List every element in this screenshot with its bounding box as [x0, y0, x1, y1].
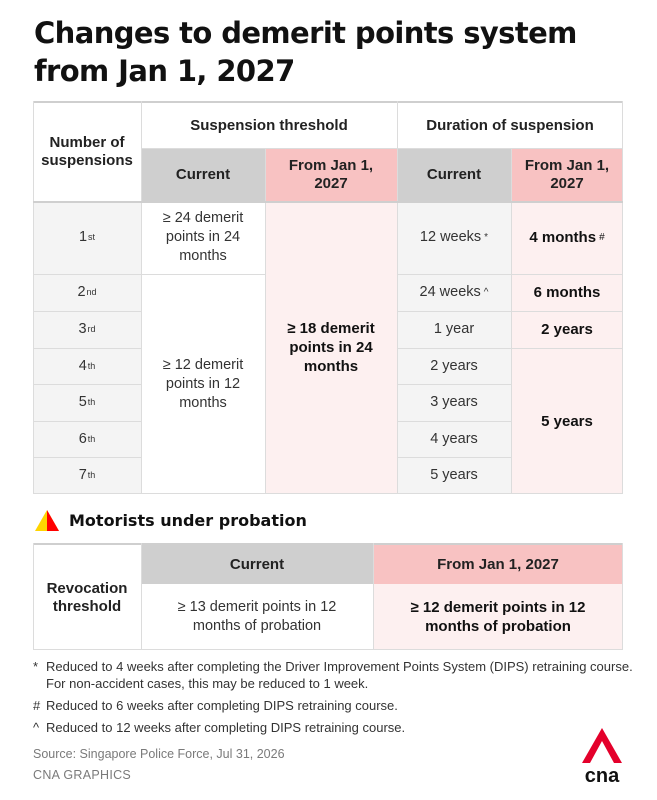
logo-text: cna [584, 765, 620, 785]
probation-table [33, 543, 623, 650]
duration-current-7th: 5 years [397, 457, 511, 494]
row-number-7: 7 th [33, 457, 141, 494]
revocation-threshold-label: Revocation threshold [33, 545, 141, 650]
header-threshold-from-2027: From Jan 1, 2027 [265, 148, 397, 201]
footnotes [33, 658, 633, 741]
threshold-current-2nd-7th: ≥ 12 demerit points in 12 months [141, 274, 265, 494]
title-line-2: from Jan 1, 2027 [34, 54, 295, 88]
footnote-asterisk: * Reduced to 4 weeks after completing the Driver Improvement Points System (DIPS) retraining course. For non-accident cases, this may be reduced to 1 week. [33, 659, 633, 691]
header-duration-current: Current [397, 148, 511, 201]
duration-current-5th: 3 years [397, 384, 511, 421]
probation-current-value: ≥ 13 demerit points in 12 months of probation [141, 584, 373, 650]
header-duration-of-suspension: Duration of suspension [397, 103, 623, 148]
footnote-hash: # Reduced to 6 weeks after completing DIPS retraining course. [33, 698, 398, 713]
row-number-4: 4 th [33, 348, 141, 384]
duration-current-2nd: 24 weeks ^ [397, 274, 511, 311]
row-number-6: 6 th [33, 421, 141, 457]
duration-current-3rd: 1 year [397, 311, 511, 348]
probation-header-from-2027: From Jan 1, 2027 [373, 545, 623, 584]
duration-current-4th: 2 years [397, 348, 511, 384]
probation-new-value: ≥ 12 demerit points in 12 months of probation [373, 584, 623, 650]
duration-new-3rd: 2 years [511, 311, 623, 348]
header-threshold-current: Current [141, 148, 265, 201]
duration-current-6th: 4 years [397, 421, 511, 457]
duration-new-4th-7th: 5 years [511, 348, 623, 494]
probation-header-current: Current [141, 545, 373, 584]
duration-current-1st: 12 weeks * [397, 201, 511, 274]
demerit-table [33, 101, 623, 494]
duration-new-1st: 4 months # [511, 201, 623, 274]
page-title [34, 14, 634, 90]
row-number-2: 2 nd [33, 274, 141, 311]
credit-line: CNA GRAPHICS [33, 768, 132, 782]
row-number-5: 5 th [33, 384, 141, 421]
row-number-3: 3 rd [33, 311, 141, 348]
probation-heading: Motorists under probation [69, 511, 307, 530]
header-suspension-threshold: Suspension threshold [141, 103, 397, 148]
source-line: Source: Singapore Police Force, Jul 31, 2026 [33, 747, 285, 761]
threshold-current-1st: ≥ 24 demerit points in 24 months [141, 201, 265, 274]
cna-logo [578, 727, 626, 785]
duration-new-2nd: 6 months [511, 274, 623, 311]
footnote-caret: ^ Reduced to 12 weeks after completing DIPS retraining course. [33, 720, 406, 735]
warning-triangle-icon [34, 509, 60, 532]
header-number-of-suspensions: Number of suspensions [33, 103, 141, 201]
header-duration-from-2027: From Jan 1, 2027 [511, 148, 623, 201]
title-line-1: Changes to demerit points system [34, 16, 577, 50]
row-number-1: 1 st [33, 201, 141, 274]
threshold-new-all: ≥ 18 demerit points in 24 months [265, 201, 397, 494]
